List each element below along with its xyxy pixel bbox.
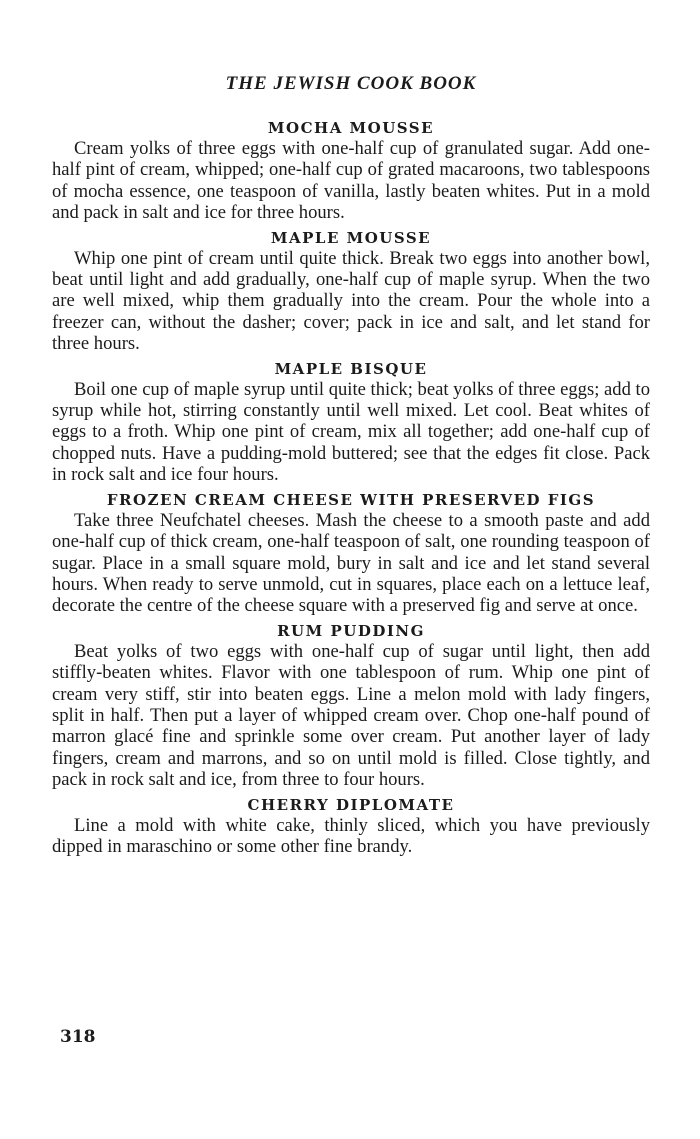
recipe-body: Take three Neufchatel cheeses. Mash the cheese to a smooth paste and add one-half cup of thick cream, one-half teaspoon of salt, one rounding teaspoon of sugar. Place in a small square mold, bury in salt and ice and let stand several hours. When ready to serve unmold, cut in squares, place each on a lettuce leaf, decorate the centre of the cheese square with a preserved fig and serve at once. — [52, 509, 650, 617]
page-number: 318 — [60, 1027, 96, 1047]
recipe — [52, 118, 650, 224]
recipe-body: Line a mold with white cake, thinly sliced, which you have previously dipped in maraschino or some other fine brandy. — [52, 814, 650, 857]
recipe — [52, 490, 650, 617]
recipe-title: CHERRY DIPLOMATE — [247, 795, 455, 814]
book-page — [52, 72, 650, 861]
recipe-title: MOCHA MOUSSE — [267, 119, 435, 137]
recipe-body: Beat yolks of two eggs with one-half cup of sugar until light, then add stiffly-beaten whites. Flavor with one tablespoon of rum. Whip one pint of cream very stiff, stir into beaten eggs. Line a melon mold with lady fingers, split in half. Then put a layer of whipped cream over. Chop one-half pound of marron glacé fine and sprinkle some over cream. Put another layer of lady fingers, cream and marrons, and so on until mold is filled. Close tightly, and pack in rock salt and ice, from three to four hours. — [52, 640, 650, 791]
recipe-body: Whip one pint of cream until quite thick. Break two eggs into another bowl, beat until light and add gradually, one-half cup of maple syrup. When the two are well mixed, whip them gradually into the cream. Pour the whole into a freezer can, without the dasher; cover; pack in ice and salt, and let stand for three hours. — [52, 247, 650, 355]
recipe-title: FROZEN CREAM CHEESE WITH PRESERVED FIGS — [106, 490, 596, 509]
recipe — [52, 359, 650, 486]
recipe — [52, 621, 650, 791]
recipe — [52, 228, 650, 355]
recipe-body: Cream yolks of three eggs with one-half cup of granulated sugar. Add one-half pint of cream, whipped; one-half cup of grated macaroons, two tablespoons of mocha essence, one teaspoon of vanilla, lastly beaten whites. Put in a mold and pack in salt and ice for three hours. — [52, 138, 650, 224]
recipe-body: Boil one cup of maple syrup until quite thick; beat yolks of three eggs; add to syrup while hot, stirring constantly until well mixed. Let cool. Beat whites of eggs to a froth. Whip one pint of cream, mix all together; add one-half cup of chopped nuts. Have a pudding-mold buttered; see that the edges fit close. Pack in rock salt and ice four hours. — [52, 378, 650, 486]
recipe-title: RUM PUDDING — [277, 621, 425, 640]
recipe — [52, 795, 650, 858]
recipe-title: MAPLE MOUSSE — [270, 228, 432, 247]
recipe-title: MAPLE BISQUE — [274, 359, 428, 378]
running-head: THE JEWISH COOK BOOK — [225, 73, 477, 94]
